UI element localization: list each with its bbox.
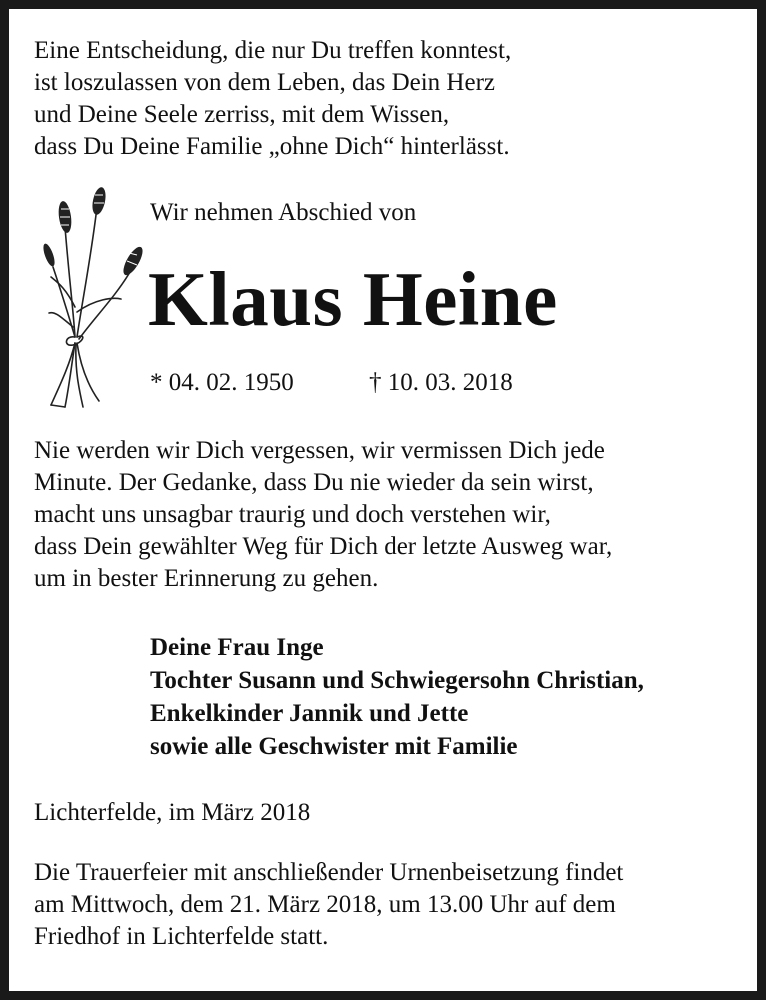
poem-line: ist loszulassen von dem Leben, das Dein Herz [34, 69, 495, 96]
mourner-line: Tochter Susann und Schwiegersohn Christian, [150, 667, 644, 694]
message-line: dass Dein gewählter Weg für Dich der letzte Ausweg war, [34, 533, 613, 560]
message-line: Nie werden wir Dich vergessen, wir vermissen Dich jede [34, 437, 605, 464]
poem-line: und Deine Seele zerriss, mit dem Wissen, [34, 101, 450, 128]
poem-line: dass Du Deine Familie „ohne Dich“ hinterlässt. [34, 133, 510, 160]
deceased-name: Klaus Heine [148, 256, 558, 342]
funeral-info [34, 857, 623, 953]
wheat-bundle-icon [35, 187, 147, 409]
funeral-line: Friedhof in Lichterfelde statt. [34, 923, 329, 950]
mourners-list [150, 631, 644, 763]
message-line: Minute. Der Gedanke, dass Du nie wieder da sein wirst, [34, 469, 594, 496]
poem-line: Eine Entscheidung, die nur Du treffen konntest, [34, 37, 512, 64]
poem [34, 35, 511, 163]
funeral-line: am Mittwoch, dem 21. März 2018, um 13.00 Uhr auf dem [34, 891, 616, 918]
memorial-message [34, 435, 612, 595]
mourner-line: Deine Frau Inge [150, 634, 324, 661]
mourner-line: Enkelkinder Jannik und Jette [150, 700, 469, 727]
farewell-intro: Wir nehmen Abschied von [150, 199, 417, 226]
death-date: † 10. 03. 2018 [369, 369, 513, 396]
funeral-line: Die Trauerfeier mit anschließender Urnenbeisetzung findet [34, 859, 624, 886]
obituary-notice [9, 9, 757, 991]
mourner-line: sowie alle Geschwister mit Familie [150, 733, 518, 760]
place-date [34, 797, 310, 829]
message-line: macht uns unsagbar traurig und doch verstehen wir, [34, 501, 551, 528]
message-line: um in bester Erinnerung zu gehen. [34, 565, 379, 592]
birth-date: * 04. 02. 1950 [150, 369, 294, 396]
place-date-line: Lichterfelde, im März 2018 [34, 799, 311, 826]
